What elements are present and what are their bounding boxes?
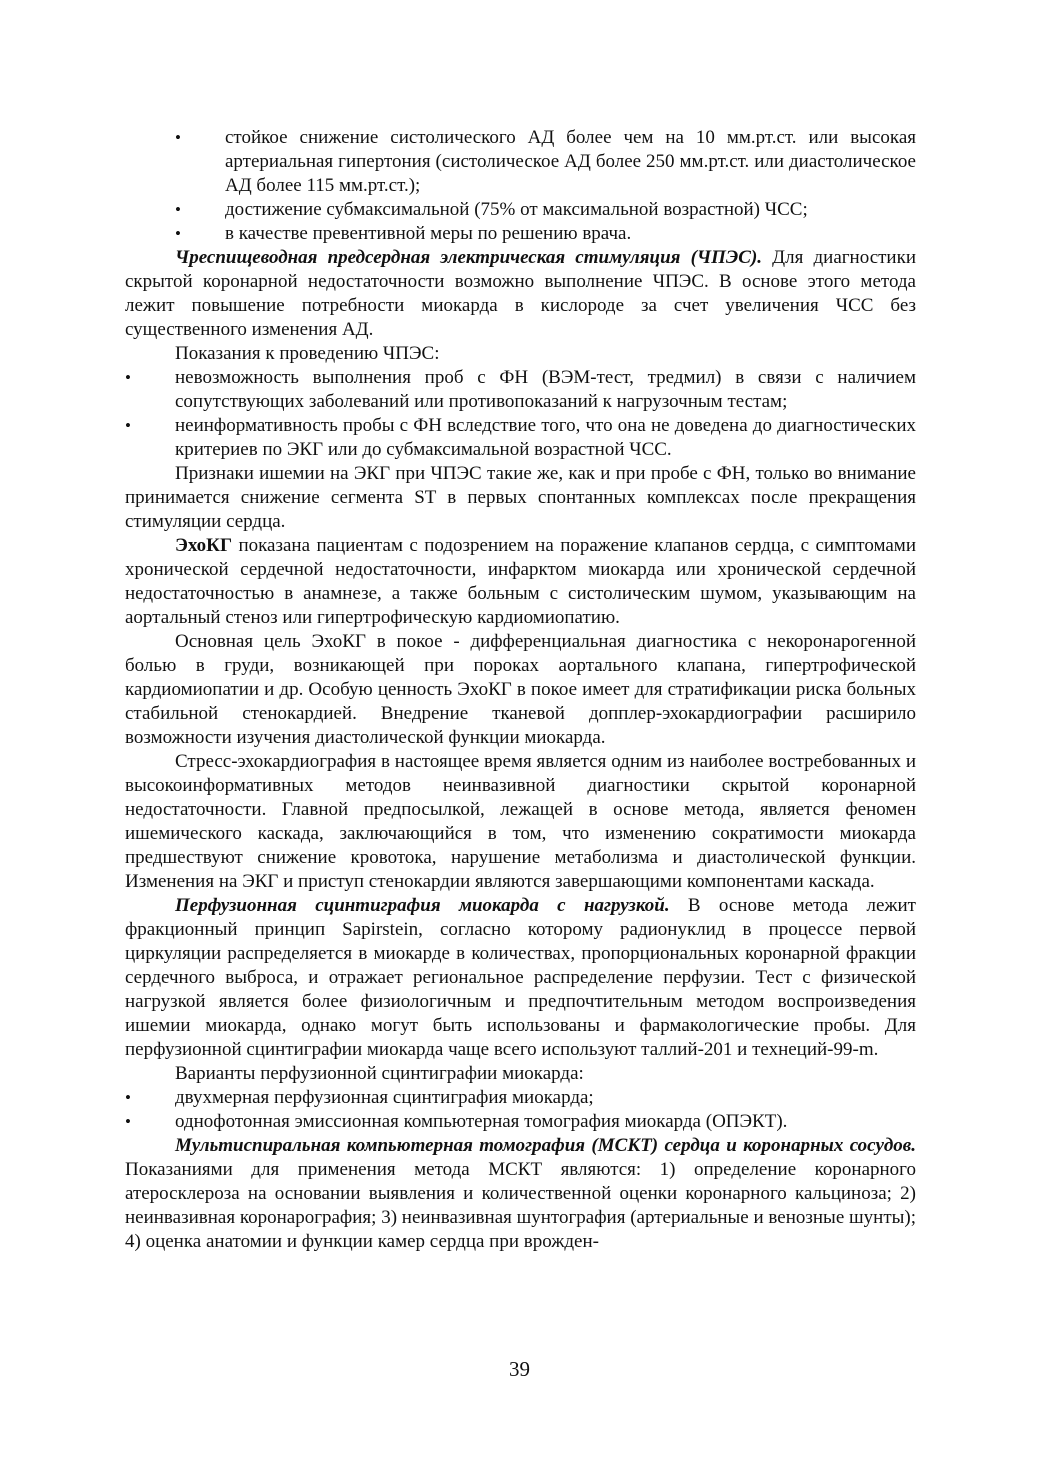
page-number: 39: [509, 1357, 530, 1381]
list-item-text: стойкое снижение систолического АД более чем на 10 мм.рт.ст. или высокая артериальная гипертония (систолическое АД более 250 мм.рт.ст. или диастолическое АД более 115 мм.рт.ст.);: [225, 127, 916, 196]
stress-echo-paragraph: Стресс-эхокардиография в настоящее время является одним из наиболее востребованных и высокоинформативных методов неинвазивной диагностики скрытой коронарной недостаточности. Главной предпосылкой, лежащей в основе метода, является феномен ишемического каскада, заключающийся в том, что изменению сократимости миокарда предшествуют снижение кровотока, нарушение метаболизма и диастолической функции. Изменения на ЭКГ и приступ стенокардии являются завершающими компонентами каскада.: [125, 751, 916, 892]
perfusion-heading: Перфузионная сцинтиграфия миокарда с нагрузкой.: [175, 895, 670, 916]
list-item: [125, 1110, 916, 1134]
list-item-text: двухмерная перфузионная сцинтиграфия миокарда;: [175, 1087, 594, 1108]
list-item-text: невозможность выполнения проб с ФН (ВЭМ-тест, тредмил) в связи с наличием сопутствующих заболеваний или противопоказаний к нагрузочным тестам;: [175, 367, 916, 412]
perfusion-text: В основе метода лежит фракционный принцип Sapirstein, согласно которому радионуклид в процессе первой циркуляции распределяется в миокарде в количествах, пропорциональных коронарной фракции сердечного выброса, и отражает региональное распределение перфузии. Тест с физической нагрузкой является более физиологичным и предпочтительным методом воспроизведения ишемии миокарда, однако могут быть использованы и фармакологические пробы. Для перфузионной сцинтиграфии миокарда чаще всего используют таллий-201 и технеций-99-m.: [125, 895, 916, 1060]
echo-paragraph: [125, 534, 916, 630]
bullet-icon: •: [175, 128, 181, 147]
perfusion-variants-list: [125, 1086, 916, 1134]
list-item: [125, 222, 916, 246]
list-item: [125, 1086, 916, 1110]
list-item: [125, 366, 916, 414]
perfusion-variants-label: Варианты перфузионной сцинтиграфии миокарда:: [175, 1063, 584, 1084]
bullet-icon: •: [175, 224, 181, 243]
termination-criteria-list: [125, 126, 916, 246]
bullet-icon: •: [125, 368, 131, 387]
echo-text: показана пациентам с подозрением на поражение клапанов сердца, с симптомами хронической сердечной недостаточности, инфарктом миокарда или хронической сердечной недостаточностью в анамнезе, а также больным с систолическим шумом, указывающим на аортальный стеноз или гипертрофическую кардиомиопатию.: [125, 535, 916, 628]
chpes-ischemia-paragraph: Признаки ишемии на ЭКГ при ЧПЭС такие же, как и при пробе с ФН, только во внимание принимается снижение сегмента ST в первых спонтанных комплексах после прекращения стимуляции сердца.: [125, 463, 916, 532]
list-item-text: в качестве превентивной меры по решению врача.: [225, 223, 632, 244]
bullet-icon: •: [175, 200, 181, 219]
msct-heading: Мультиспиральная компьютерная томография (МСКТ) сердца и коронарных сосудов.: [175, 1135, 916, 1156]
bullet-icon: •: [125, 416, 131, 435]
echo-goal-paragraph: Основная цель ЭхоКГ в покое - дифференциальная диагностика с некоронарогенной болью в груди, возникающей при пороках аортального клапана, гипертрофической кардиомиопатии и др. Особую ценность ЭхоКГ в покое имеет для стратификации риска больных стабильной стенокардией. Внедрение тканевой допплер-эхокардиографии расширило возможности изучения диастолической функции миокарда.: [125, 631, 916, 748]
bullet-icon: •: [125, 1088, 131, 1107]
perfusion-paragraph: [125, 894, 916, 1062]
chpes-indications-label: Показания к проведению ЧПЭС:: [175, 343, 440, 364]
list-item-text: неинформативность пробы с ФН вследствие того, что она не доведена до диагностических критериев по ЭКГ или до субмаксимальной возрастной ЧСС.: [175, 415, 916, 460]
chpes-text: Для диагностики скрытой коронарной недостаточности возможно выполнение ЧПЭС. В основе этого метода лежит повышение потребности миокарда в кислороде за счет увеличения ЧСС без существенного изменения АД.: [125, 247, 916, 340]
page-body: [125, 126, 916, 1254]
list-item-text: однофотонная эмиссионная компьютерная томография миокарда (ОПЭКТ).: [175, 1111, 788, 1132]
list-item-text: достижение субмаксимальной (75% от максимальной возрастной) ЧСС;: [225, 199, 808, 220]
bullet-icon: •: [125, 1112, 131, 1131]
chpes-indications-list: [125, 366, 916, 462]
list-item: [125, 198, 916, 222]
chpes-heading: Чреспищеводная предсердная электрическая стимуляция (ЧПЭС).: [175, 247, 763, 268]
list-item: [125, 126, 916, 198]
echo-term: ЭхоКГ: [175, 535, 233, 556]
chpes-paragraph: [125, 246, 916, 342]
msct-text: Показаниями для применения метода МСКТ являются: 1) определение коронарного атеросклероза на основании выявления и количественной оценки коронарного кальциноза; 2) неинвазивная коронарография; 3) неинвазивная шунтография (артериальные и венозные шунты); 4) оценка анатомии и функции камер сердца при врожден-: [125, 1159, 916, 1252]
list-item: [125, 414, 916, 462]
msct-paragraph: [125, 1134, 916, 1254]
